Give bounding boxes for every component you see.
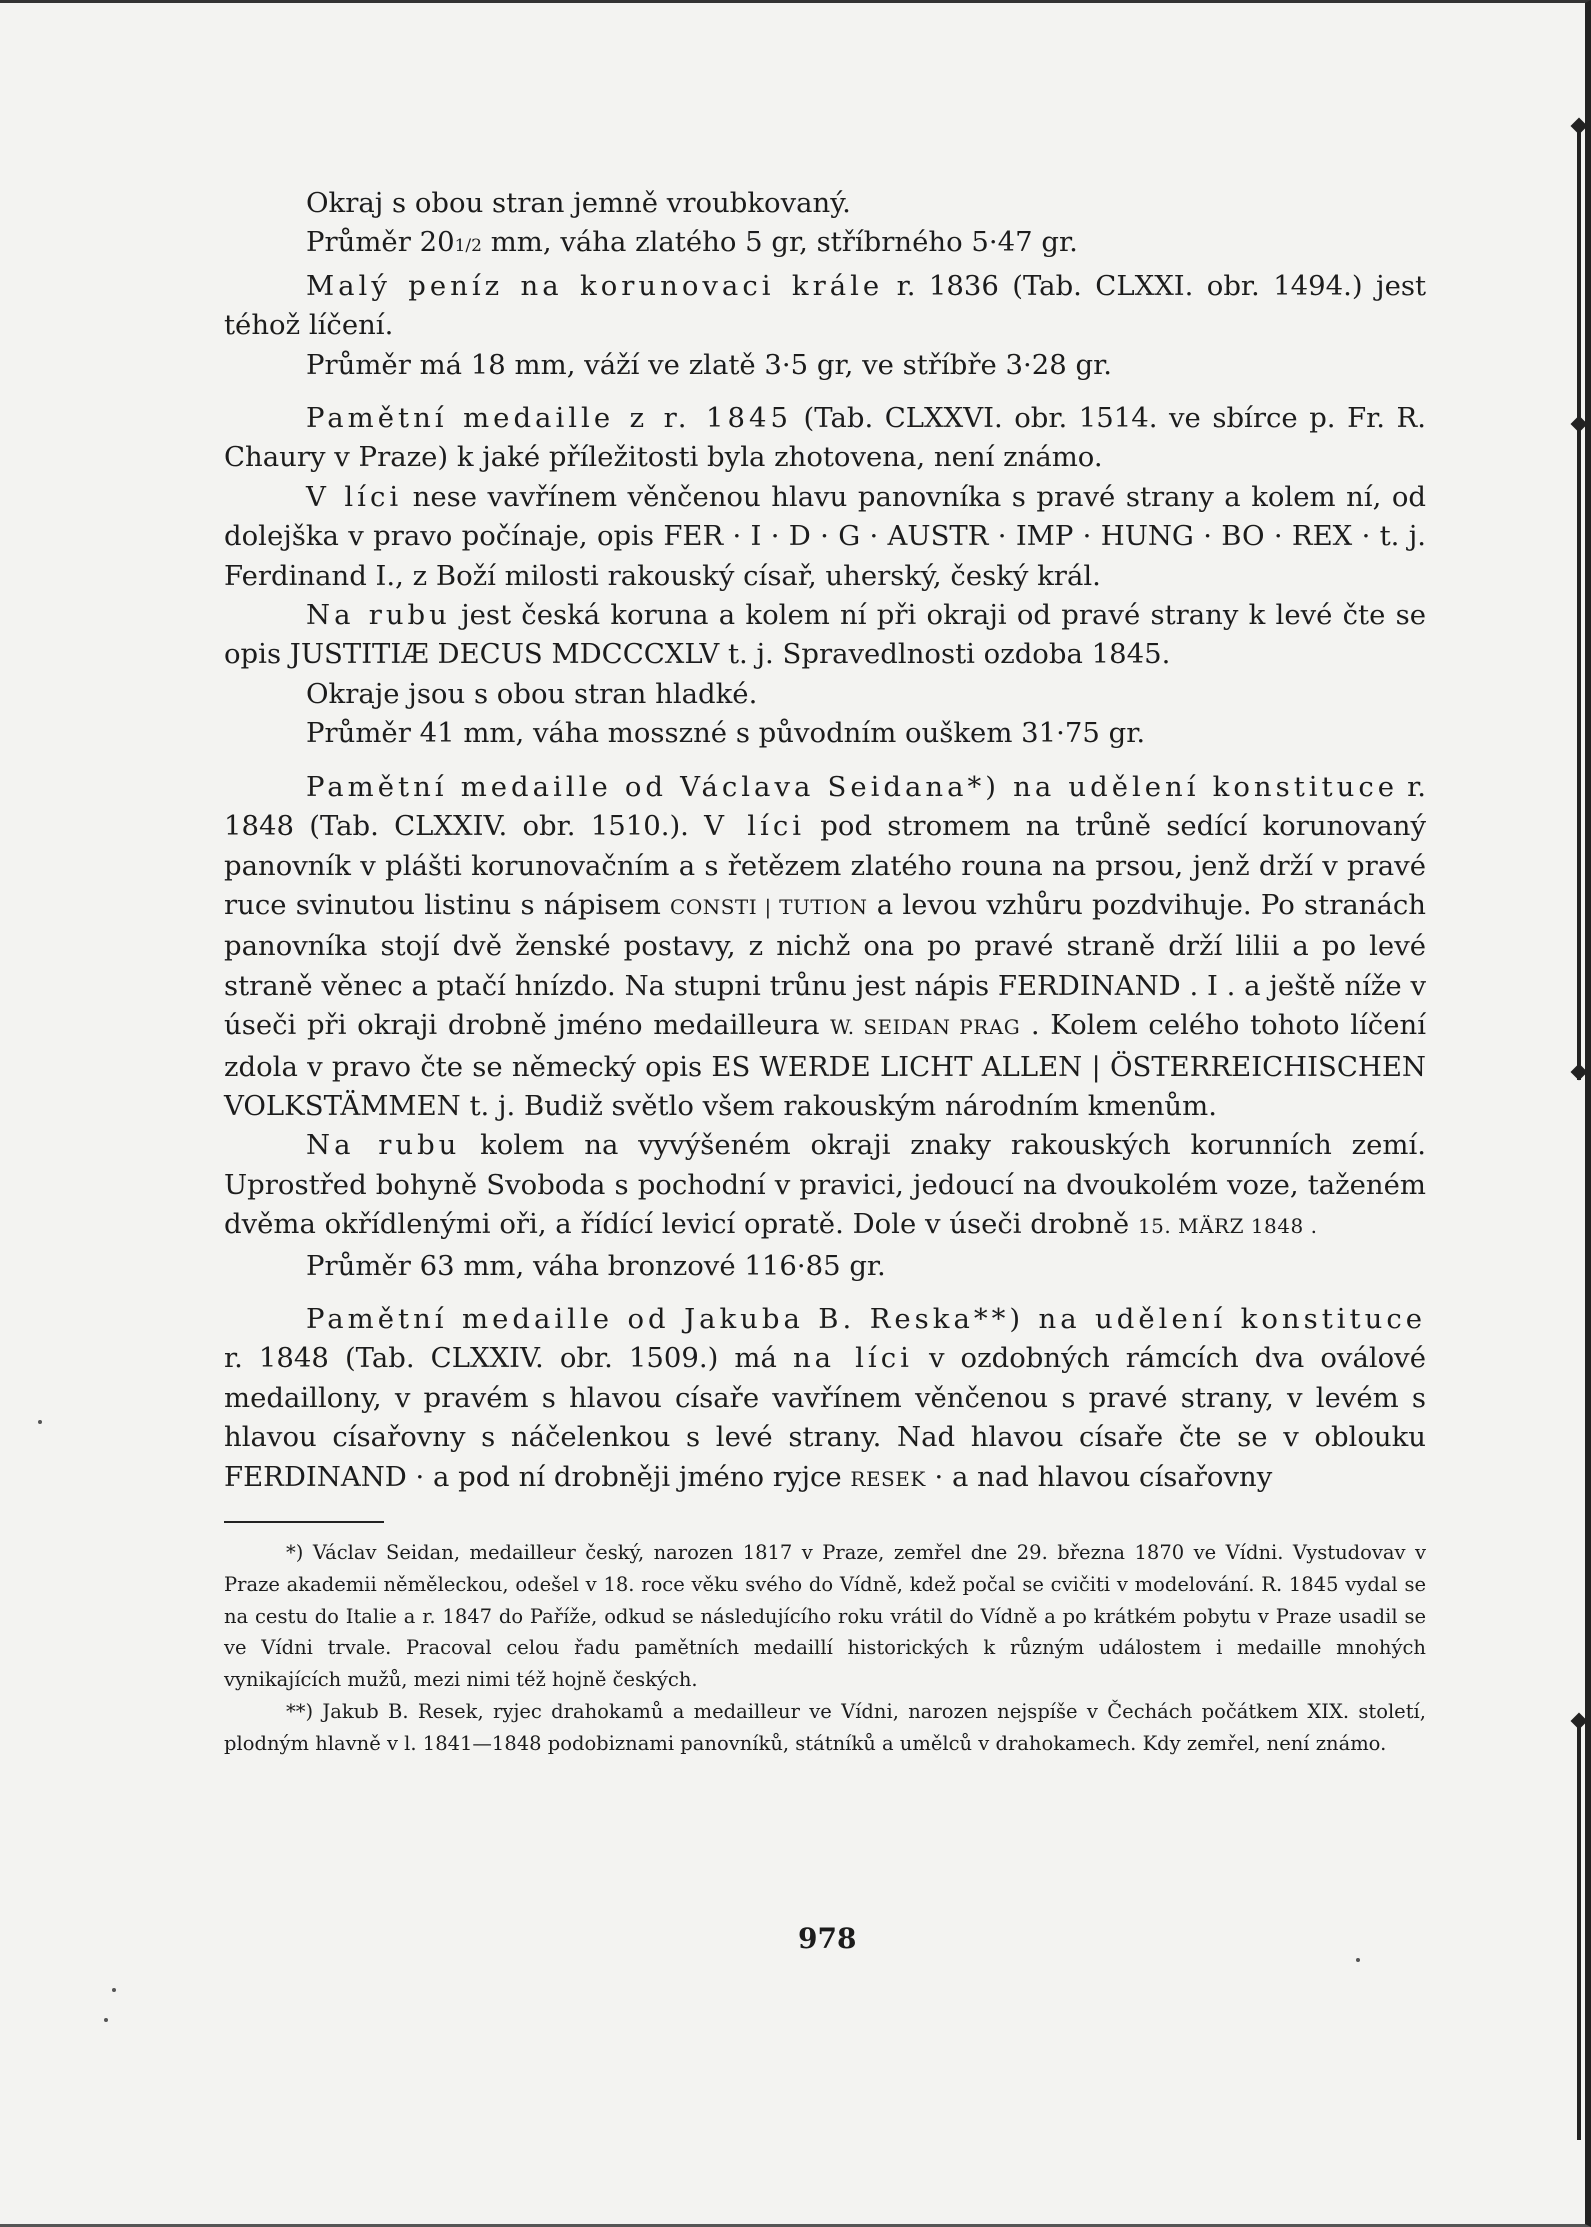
spaced-heading: Pamětní medaille od Jakuba B. Reska**) na udělení konstituce bbox=[306, 1302, 1426, 1335]
footnote-resek: **) Jakub B. Resek, ryjec drahokamů a medailleur ve Vídni, narozen nejspíše v Čechách počátkem XIX. století, plodným hlavně v l. 1841—1848 podobiznami panovníků, státníků a umělců v drahokamech. Kdy zemřel, není známo. bbox=[224, 1699, 1426, 1755]
paragraph-edge: Okraj s obou stran jemně vroubkovaný. bbox=[306, 187, 851, 219]
page-number: 978 bbox=[798, 1922, 857, 1955]
footnote-rule bbox=[224, 1521, 384, 1523]
paragraph-small-coin-diameter: Průměr má 18 mm, váží ve zlatě 3·5 gr, ve stříbře 3·28 gr. bbox=[306, 348, 1112, 381]
margin-rule-lower bbox=[1577, 1720, 1581, 2140]
text: pod stromem na trůně sedící korunovaný panovník v plášti korunovačním a s řetězem zlatého rouna na prsou, jenž drží v pravé ruce svinutou listinu s nápisem bbox=[224, 810, 1426, 921]
text: r. 1848 (Tab. CLXXIV. obr. 1509.) má bbox=[224, 1342, 793, 1375]
text: nese vavřínem věnčenou hlavu panovníka s pravé strany a kolem ní, od dolejška v pravo počínaje, opis FER · I · D · G · AUSTR · IMP · HUNG · BO · REX · t. j. Ferdinand I., z Boží milosti rakouský císař, uherský, český král. bbox=[224, 480, 1426, 592]
spaced-heading: Pamětní medaille z r. 1845 bbox=[306, 402, 793, 435]
small-caps-inscription: 15. MÄRZ 1848 . bbox=[1137, 1214, 1318, 1239]
small-caps-inscription: CONSTI | TUTION bbox=[670, 894, 868, 919]
margin-rule-middle bbox=[1577, 560, 1581, 1080]
text: . Kolem celého tohoto líčení zdola v pravo čte se německý opis ES WERDE LICHT ALLEN | ÖSTERREICHISCHEN VOLKSTÄMMEN t. j. Budiž světlo všem rakouským národním kmenům. bbox=[224, 1009, 1426, 1122]
paragraph-seidan-diameter: Průměr 63 mm, váha bronzové 116·85 gr. bbox=[306, 1249, 886, 1282]
text: jest česká koruna a kolem ní při okraji od pravé strany k levé čte se opis JUSTITIÆ DECUS MDCCCXLV t. j. Spravedlnosti ozdoba 1845. bbox=[224, 599, 1426, 671]
scan-speck bbox=[38, 1420, 42, 1424]
text: v ozdobných rámcích dva oválové medaillony, v pravém s hlavou císaře vavřínem věnčenou s pravé strany, v levém s hlavou císařovny s náčelenkou s levé strany. Nad hlavou císaře čte se v oblouku FERDINAND · a pod ní drobněji jméno ryjce bbox=[224, 1342, 1426, 1493]
footnotes bbox=[224, 1537, 1426, 1760]
scan-speck bbox=[104, 2018, 108, 2022]
paragraph-small-coin bbox=[224, 267, 1426, 346]
paragraph-diameter bbox=[224, 223, 1426, 266]
paragraph-reverse-1845 bbox=[224, 596, 1426, 675]
spaced-heading: Malý peníz na korunovaci krále bbox=[306, 269, 884, 302]
text: (Tab. CLXXVI. obr. 1514. ve sbírce p. Fr. R. Chaury v Praze) k jaké příležitosti byla zhotovena, není známo. bbox=[224, 402, 1426, 474]
paragraph-resek-medal bbox=[224, 1300, 1426, 1499]
paragraph-obverse-1845 bbox=[224, 478, 1426, 596]
scan-speck bbox=[1356, 1958, 1360, 1962]
spaced-heading: Na rubu bbox=[306, 1129, 461, 1162]
paragraph-medal-1845 bbox=[224, 399, 1426, 478]
text: · a nad hlavou císařovny bbox=[925, 1460, 1273, 1493]
spaced-heading: na líci bbox=[792, 1342, 913, 1375]
paragraph-seidan-medal bbox=[224, 768, 1426, 1127]
spaced-heading: V líci bbox=[306, 480, 403, 513]
spaced-heading: Na rubu bbox=[306, 599, 451, 632]
paragraph-seidan-reverse bbox=[224, 1126, 1426, 1246]
fraction: 1/2 bbox=[454, 236, 482, 257]
paragraph-diameter-1845: Průměr 41 mm, váha mosszné s původním ouškem 31·75 gr. bbox=[306, 717, 1146, 750]
spaced-heading: Pamětní medaille od Václava Seidana*) na udělení konstituce bbox=[306, 770, 1398, 803]
margin-rule-upper bbox=[1577, 120, 1581, 560]
text: r. 1836 (Tab. CLXXI. obr. 1494.) jest téhož líčení. bbox=[224, 269, 1427, 342]
spaced-heading: V líci bbox=[704, 810, 806, 843]
text: a levou vzhůru pozdvihuje. Po stranách panovníka stojí dvě ženské postavy, z nichž ona po pravé straně drží lilii a po levé straně věnec a ptačí hnízdo. Na stupni trůnu jest nápis FERDINAND . I . a ještě níže v úseči při okraji drobně jméno medailleura bbox=[224, 888, 1426, 1042]
scan-speck bbox=[112, 1988, 116, 1992]
footnote-seidan: *) Václav Seidan, medailleur český, narozen 1817 v Praze, zemřel dne 29. března 1870 ve Vídni. Vystudovav v Praze akademii něměleckou, odešel v 18. roce věku svého do Vídně, kdež počal se cvičiti v modelování. R. 1845 vydal se na cestu do Italie a r. 1847 do Paříže, odkud se následujícího roku vrátil do Vídně a po krátkém pobytu v Praze usadil se ve Vídni trvale. Pracoval celou řadu pamětních medaillí historických k různým událostem i medaille mnohých vynikajících mužů, mezi nimi též hojně českých. bbox=[224, 1541, 1426, 1692]
page-body bbox=[224, 184, 1426, 1760]
text: Průměr 20 bbox=[306, 226, 455, 259]
text: mm, váha zlatého 5 gr, stříbrného 5·47 gr. bbox=[481, 226, 1078, 259]
text: r. 1848 (Tab. CLXXIV. obr. 1510.). bbox=[224, 770, 1426, 843]
text: kolem na vyvýšeném okraji znaky rakouských korunních zemí. Uprostřed bohyně Svoboda s pochodní v pravici, jedoucí na dvoukolém voze, taženém dvěma okřídlenými oři, a řídící levicí opratě. Dole v úseči drobně bbox=[224, 1129, 1427, 1241]
small-caps-inscription: RESEK bbox=[850, 1466, 926, 1491]
small-caps-inscription: W. SEIDAN PRAG bbox=[830, 1015, 1021, 1040]
paragraph-edges-1845: Okraje jsou s obou stran hladké. bbox=[306, 677, 758, 710]
